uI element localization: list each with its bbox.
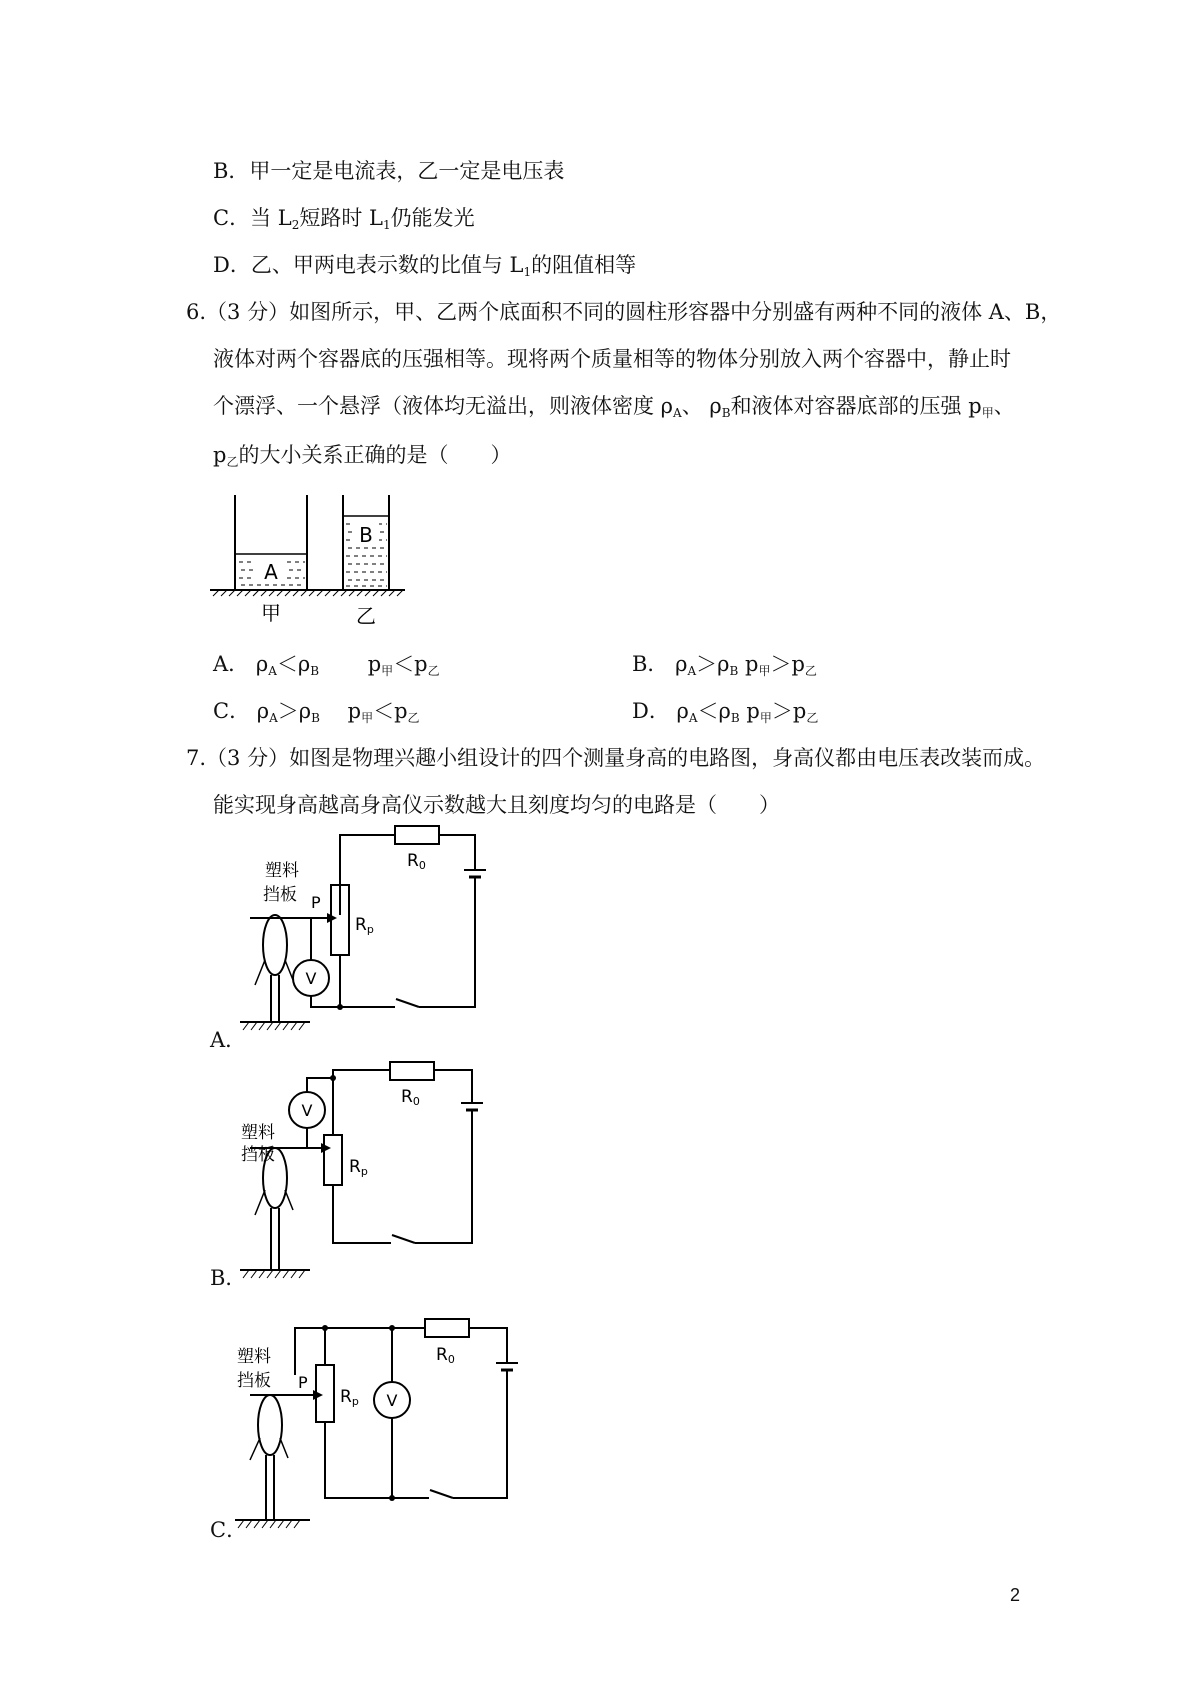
container-yi	[343, 495, 389, 590]
q6-option-c: C． $\rho_A>\rho_B$ $p_甲<p_乙$	[213, 699, 420, 725]
board-label-1: 塑料	[237, 1347, 271, 1367]
board-label-2: 挡板	[263, 885, 297, 905]
rp-label: Rp	[355, 915, 374, 936]
q6-option-a: A． $\rho_A<\rho_B$ $p_甲<p_乙$	[213, 652, 440, 678]
container-yi-label: 乙	[356, 604, 376, 628]
voltmeter-label: V	[386, 1391, 398, 1410]
q7-circuit-c	[235, 1310, 525, 1535]
r0-label: R0	[401, 1087, 420, 1108]
q5-option-d: D．乙、甲两电表示数的比值与 $L_1$的阻值相等	[213, 253, 637, 279]
liquid-a-label: A	[264, 560, 278, 584]
board-label-1: 塑料	[241, 1123, 275, 1143]
q5-option-c: C．当 $L_2$短路时 $L_1$仍能发光	[213, 206, 475, 232]
q7-stem-line2: 能实现身高越高身高仪示数越大且刻度均匀的电路是（ ）	[213, 793, 780, 817]
board-label-2: 挡板	[241, 1145, 275, 1165]
container-jia-label: 甲	[261, 601, 281, 625]
board-label-1: 塑料	[265, 861, 299, 881]
q6-containers-figure	[205, 490, 415, 630]
q6-stem-line2: 液体对两个容器底的压强相等。现将两个质量相等的物体分别放入两个容器中，静止时	[213, 347, 1011, 371]
q6-stem-line1: 6.（3 分）如图所示，甲、乙两个底面积不同的圆柱形容器中分别盛有两种不同的液体 A、B，	[186, 300, 1062, 324]
page-number: 2	[1010, 1585, 1021, 1605]
voltmeter-label: V	[305, 969, 317, 988]
q6-stem-line3: 个漂浮、一个悬浮（液体均无溢出，则液体密度 $\rho_A$、 $\rho_B$和液体对容器底部的压强 $p_甲$、	[213, 394, 1015, 420]
board-label-2: 挡板	[237, 1371, 271, 1391]
slider-p-label: P	[298, 1373, 308, 1392]
q6-option-d: D． $\rho_A<\rho_B$ $p_甲>p_乙$	[632, 699, 819, 725]
q7-circuit-b	[235, 1060, 510, 1285]
slider-p-label: P	[311, 893, 321, 912]
rp-label: Rp	[340, 1387, 359, 1408]
liquid-b-label: B	[359, 523, 373, 547]
r0-label: R0	[436, 1345, 455, 1366]
q7-circuit-a	[235, 820, 510, 1040]
q7-option-a-label: A．	[210, 1028, 247, 1052]
r0-label: R0	[407, 851, 426, 872]
q6-stem-line4: $p_乙$的大小关系正确的是（ ）	[213, 443, 512, 469]
q7-option-c-label: C．	[210, 1518, 248, 1542]
q5-option-b: B．甲一定是电流表，乙一定是电压表	[213, 159, 565, 183]
voltmeter-label: V	[301, 1101, 313, 1120]
rp-label: Rp	[349, 1157, 368, 1178]
q6-option-b: B． $\rho_A>\rho_B$ $p_甲>p_乙$	[632, 652, 817, 678]
q7-stem-line1: 7.（3 分）如图是物理兴趣小组设计的四个测量身高的电路图，身高仪都由电压表改装而成。	[186, 746, 1046, 770]
container-jia	[235, 495, 307, 590]
q7-option-b-label: B．	[210, 1266, 247, 1290]
